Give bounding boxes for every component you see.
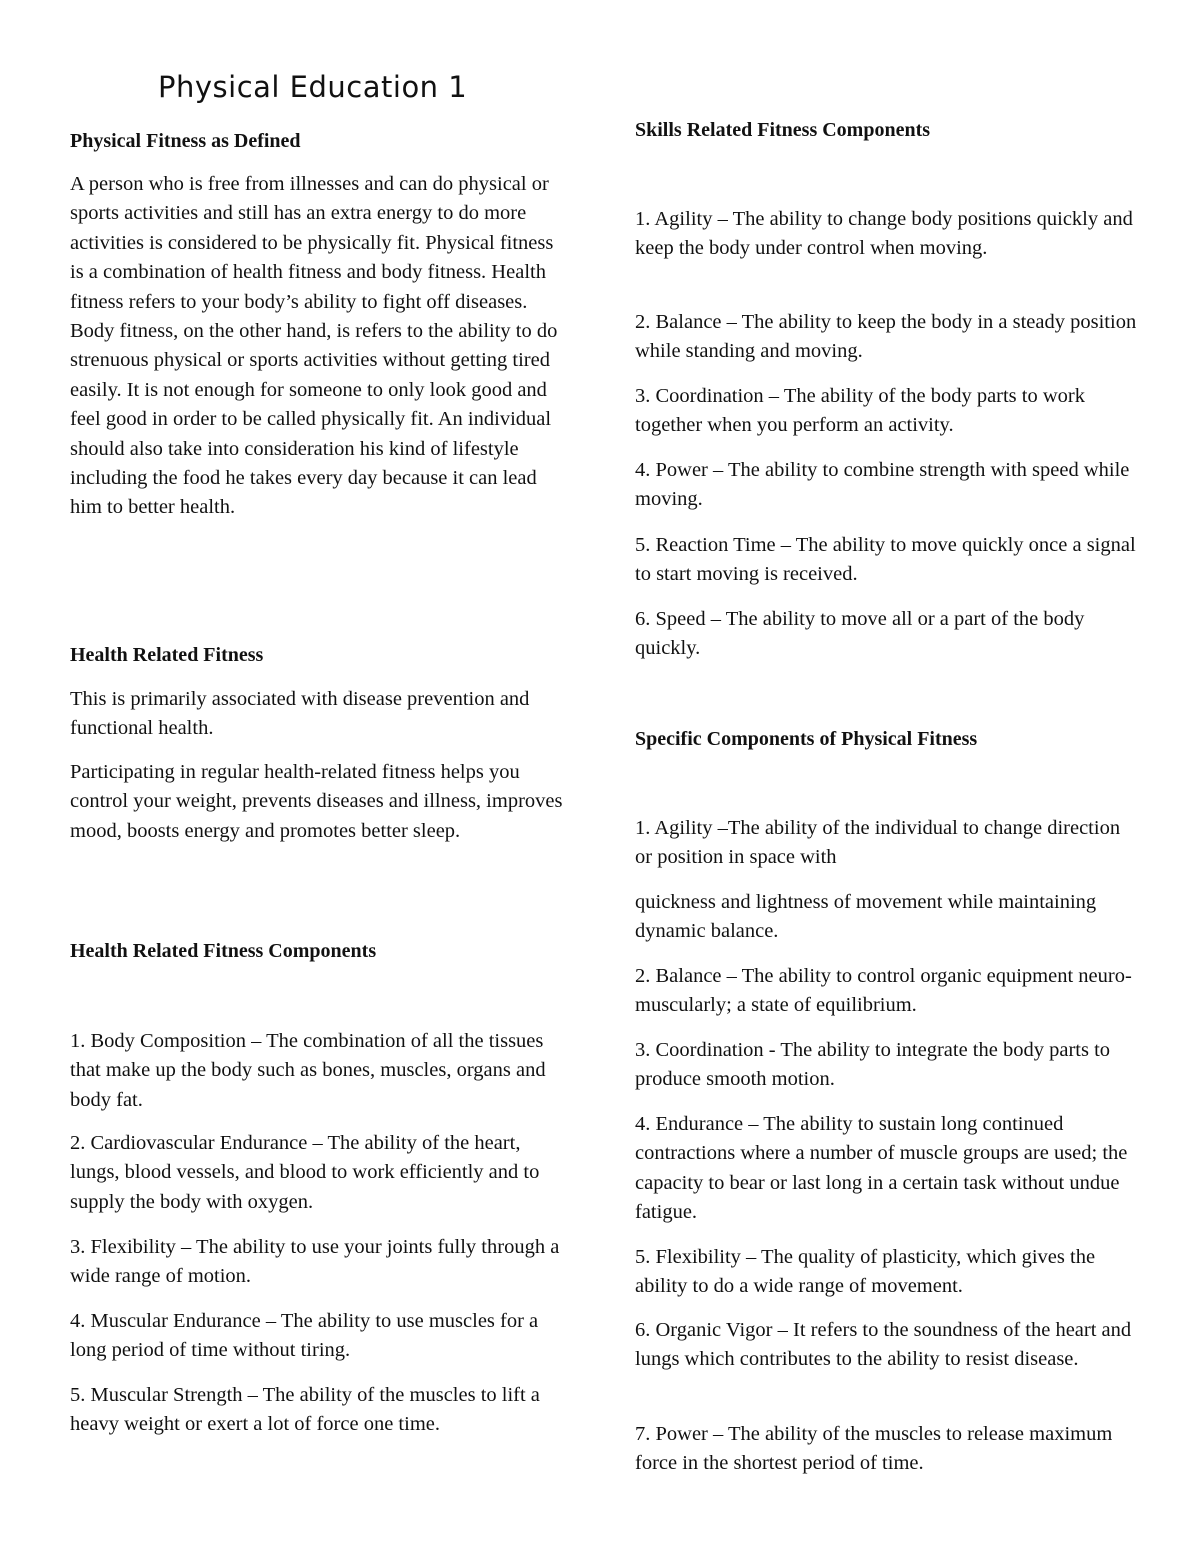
list-item-specific-balance: 2. Balance – The ability to control organic equipment neuro-muscularly; a state of equilibrium. bbox=[635, 965, 1132, 1017]
heading-specific-components: Specific Components of Physical Fitness bbox=[635, 728, 978, 750]
list-item-skills-balance: 2. Balance – The ability to keep the body in a steady position while standing and moving. bbox=[635, 311, 1137, 363]
heading-physical-fitness-defined: Physical Fitness as Defined bbox=[70, 130, 301, 152]
paragraph-health-related-1: This is primarily associated with disease prevention and functional health. bbox=[70, 688, 530, 740]
document-title: Physical Education 1 bbox=[158, 70, 468, 104]
list-item-flexibility: 3. Flexibility – The ability to use your joints fully through a wide range of motion. bbox=[70, 1236, 560, 1288]
list-item-skills-agility: 1. Agility – The ability to change body positions quickly and keep the body under control when moving. bbox=[635, 208, 1133, 260]
list-item-specific-flexibility: 5. Flexibility – The quality of plasticity, which gives the ability to do a wide range of movement. bbox=[635, 1246, 1096, 1298]
list-item-cardiovascular-endurance: 2. Cardiovascular Endurance – The ability of the heart, lungs, blood vessels, and blood to work efficiently and to supply the body with oxygen. bbox=[70, 1132, 540, 1213]
list-item-skills-coordination: 3. Coordination – The ability of the body parts to work together when you perform an activity. bbox=[635, 385, 1085, 437]
list-item-muscular-strength: 5. Muscular Strength – The ability of the muscles to lift a heavy weight or exert a lot of force one time. bbox=[70, 1384, 540, 1436]
list-item-skills-speed: 6. Speed – The ability to move all or a part of the body quickly. bbox=[635, 608, 1085, 660]
list-item-skills-power: 4. Power – The ability to combine strength with speed while moving. bbox=[635, 459, 1130, 511]
paragraph-physical-fitness-definition: A person who is free from illnesses and can do physical or sports activities and still has an extra energy to do more activities is considered to be physically fit. Physical fitness is a combination of health fitness and body fitness. Health fitness refers to your body’s ability to fight off diseases. Body fitness, on the other hand, is refers to the ability to do strenuous physical or sports activities without getting tired easily. It is not enough for someone to only look good and feel good in order to be called physically fit. An individual should also take into consideration his kind of lifestyle including the food he takes every day because it can lead him to better health. bbox=[70, 173, 558, 519]
list-item-specific-endurance: 4. Endurance – The ability to sustain long continued contractions where a number of muscle groups are used; the capacity to bear or last long in a certain task without undue fatigue. bbox=[635, 1113, 1128, 1224]
list-item-specific-power: 7. Power – The ability of the muscles to release maximum force in the shortest period of time. bbox=[635, 1423, 1113, 1475]
paragraph-health-related-2: Participating in regular health-related fitness helps you control your weight, prevents diseases and illness, improves mood, boosts energy and promotes better sleep. bbox=[70, 761, 563, 842]
list-item-skills-reaction-time: 5. Reaction Time – The ability to move quickly once a signal to start moving is received. bbox=[635, 534, 1136, 586]
list-item-specific-organic-vigor: 6. Organic Vigor – It refers to the soundness of the heart and lungs which contributes to the ability to resist disease. bbox=[635, 1319, 1132, 1371]
list-item-specific-agility: 1. Agility –The ability of the individual to change direction or position in space with bbox=[635, 817, 1121, 869]
list-item-specific-coordination: 3. Coordination - The ability to integrate the body parts to produce smooth motion. bbox=[635, 1039, 1111, 1091]
list-item-specific-agility-continued: quickness and lightness of movement while maintaining dynamic balance. bbox=[635, 891, 1097, 943]
heading-health-related-components: Health Related Fitness Components bbox=[70, 940, 377, 962]
heading-skills-related-components: Skills Related Fitness Components bbox=[635, 119, 931, 141]
list-item-muscular-endurance: 4. Muscular Endurance – The ability to use muscles for a long period of time without tiring. bbox=[70, 1310, 539, 1362]
heading-health-related-fitness: Health Related Fitness bbox=[70, 644, 264, 666]
list-item-body-composition: 1. Body Composition – The combination of all the tissues that make up the body such as bones, muscles, organs and body fat. bbox=[70, 1030, 546, 1111]
